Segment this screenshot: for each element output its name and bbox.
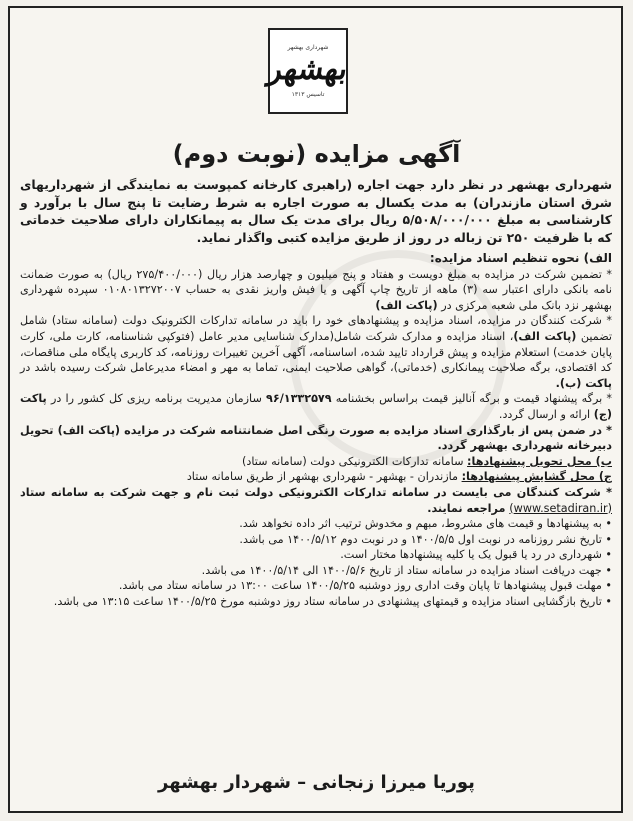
price-text-cont: سازمان مدیریت برنامه ریزی کل کشور را در <box>50 392 262 406</box>
delivery-label: ب) محل تحویل پیشنهادها: <box>467 454 612 468</box>
delivery-value: سامانه تدارکات الکترونیکی دولت (سامانه ستاد) <box>242 454 464 468</box>
municipality-logo <box>265 28 351 114</box>
bullet-item: • تاریخ نشر روزنامه در نوبت اول ۱۴۰۰/۵/۵ و در نوبت دوم ۱۴۰۰/۵/۱۲ می باشد. <box>239 532 612 546</box>
registration-text: * شرکت کنندگان می بایست در سامانه تدارکات الکترونیکی دولت ثبت نام و جهت شرکت به سامانه ستاد <box>20 485 612 499</box>
logo-top-text: شهرداری بهشهر <box>287 44 329 51</box>
logo-caption: تاسیس ۱۳۱۳ <box>291 91 325 98</box>
guarantee-paragraph <box>20 267 612 314</box>
notice-title: آگهی مزایده (نوبت دوم) <box>172 140 461 168</box>
documents-paragraph <box>20 313 612 391</box>
guarantee-text: * تضمین شرکت در مزایده به مبلغ دویست و هفتاد و پنج میلیون و چهارصد هزار ریال (۲۷۵/۴۰۰/۰۰۰ ریال) به صورت ضمانت نامه بانکی دارای اعتبار سه (۳) ماهه از تاریخ چاپ آگهی و یا فیش واریز نقدی به حساب ۰۱۰۸۰۱۳۲۷۲۰۰۷ سپرده شهرداری بهشهر نزد بانک ملی شعبه مرکزی در <box>20 267 612 312</box>
opening-location <box>20 469 612 485</box>
registration-note <box>20 485 612 516</box>
envelope-b-tag: پاکت (ب). <box>555 376 612 390</box>
bullet-item: • به پیشنهادها و قیمت های مشروط، مبهم و مخدوش ترتیب اثر داده نخواهد شد. <box>239 517 612 531</box>
circular-number: ۹۶/۱۳۳۲۵۷۹ <box>266 392 332 406</box>
documents-text: * شرکت کنندگان در مزایده، اسناد مزایده و پیشنهادهای خود را باید در سامانه تدارکات الکترونیک دولت (سامانه ستاد) شامل تضمین <box>20 314 613 343</box>
envelope-c-tag: پاکت (ج) <box>20 392 612 421</box>
original-guarantee-note: * در ضمن پس از بارگذاری اسناد مزایده به صورت رنگی اصل ضمانتنامه شرکت در مزایده (پاکت الف) تحویل دبیرخانه شهرداری بهشهر گردد. <box>20 423 612 453</box>
envelope-a-tag: (پاکت الف) <box>375 298 438 312</box>
bullet-item: • مهلت قبول پیشنهادها تا پایان وقت اداری روز دوشنبه ۱۴۰۰/۵/۲۵ ساعت ۱۳:۰۰ در سامانه ستاد می باشد. <box>118 579 612 593</box>
bullet-item: • تاریخ بازگشایی اسناد مزایده و قیمتهای پیشنهادی در سامانه ستاد روز دوشنبه مورخ ۱۴۰۰/۵/۲۵ ساعت ۱۳:۱۵ می باشد. <box>53 595 612 609</box>
price-paragraph <box>20 391 612 422</box>
signature-line: پوریا میرزا زنجانی – شهردار بهشهر <box>158 772 475 793</box>
setad-website-link[interactable]: (www.setadiran.ir) <box>509 501 612 515</box>
price-text-tail: ارائه و ارسال گردد. <box>498 407 591 421</box>
intro-paragraph: شهرداری بهشهر در نظر دارد جهت اجاره (راهبری کارخانه کمپوست به نمایندگی از شهرداریهای شرق استان مازندران) به مدت یکسال به صورت اجاره به شرط رضایت تا پنج سال با برآورد و کارشناسی به مبلغ ۵/۵۰۸/۰۰۰/۰۰۰ ریال برای مدت یک سال به پیمانکاران دارای صلاحیت خدماتی که با ظرفیت ۲۵۰ تن زباله در روز از طریق مزایده کتبی واگذار نماید. <box>20 177 613 245</box>
notice-body <box>20 176 612 610</box>
envelope-a-tag-2: (پاکت الف) <box>513 329 577 343</box>
bullet-item: • جهت دریافت اسناد مزایده در سامانه ستاد از تاریخ ۱۴۰۰/۵/۶ الی ۱۴۰۰/۵/۱۴ می باشد. <box>201 563 612 577</box>
section-a-heading: الف) نحوه تنظیم اسناد مزایده: <box>429 251 612 265</box>
delivery-location <box>20 454 612 470</box>
logo-mark: بهشهر <box>265 52 351 87</box>
documents-text-cont: ، اسناد مزایده و مدارک شرکت شامل(مدارک شناسایی مدیر عامل (فتوکپی شناسنامه، کارت ملی، کارت پایان خدمت) استعلام مزایده و پیش قرارداد تایید شده، اساسنامه، آگهی آخرین تغییرات روزنامه، کد کاربری پایگاه ملی مناقصات، کد اقتصادی، برگه صلاحیت پیمانکاری (خدماتی)، گواهی صلاحیت ایمنی، تماما به مهر و امضاء مدیرعامل شرکت رسیده باشد در <box>20 329 612 375</box>
opening-label: ج) محل گشایش پیشنهادها: <box>461 470 612 484</box>
price-text: * برگه پیشنهاد قیمت و برگه آنالیز قیمت براساس بخشنامه <box>335 392 613 406</box>
bullet-item: • شهرداری در رد یا قبول یک یا کلیه پیشنهادها مختار است. <box>340 548 612 562</box>
registration-tail: مراجعه نمایند. <box>427 501 506 515</box>
opening-value: مازندران - بهشهر - شهرداری بهشهر از طریق سامانه ستاد <box>186 470 459 484</box>
